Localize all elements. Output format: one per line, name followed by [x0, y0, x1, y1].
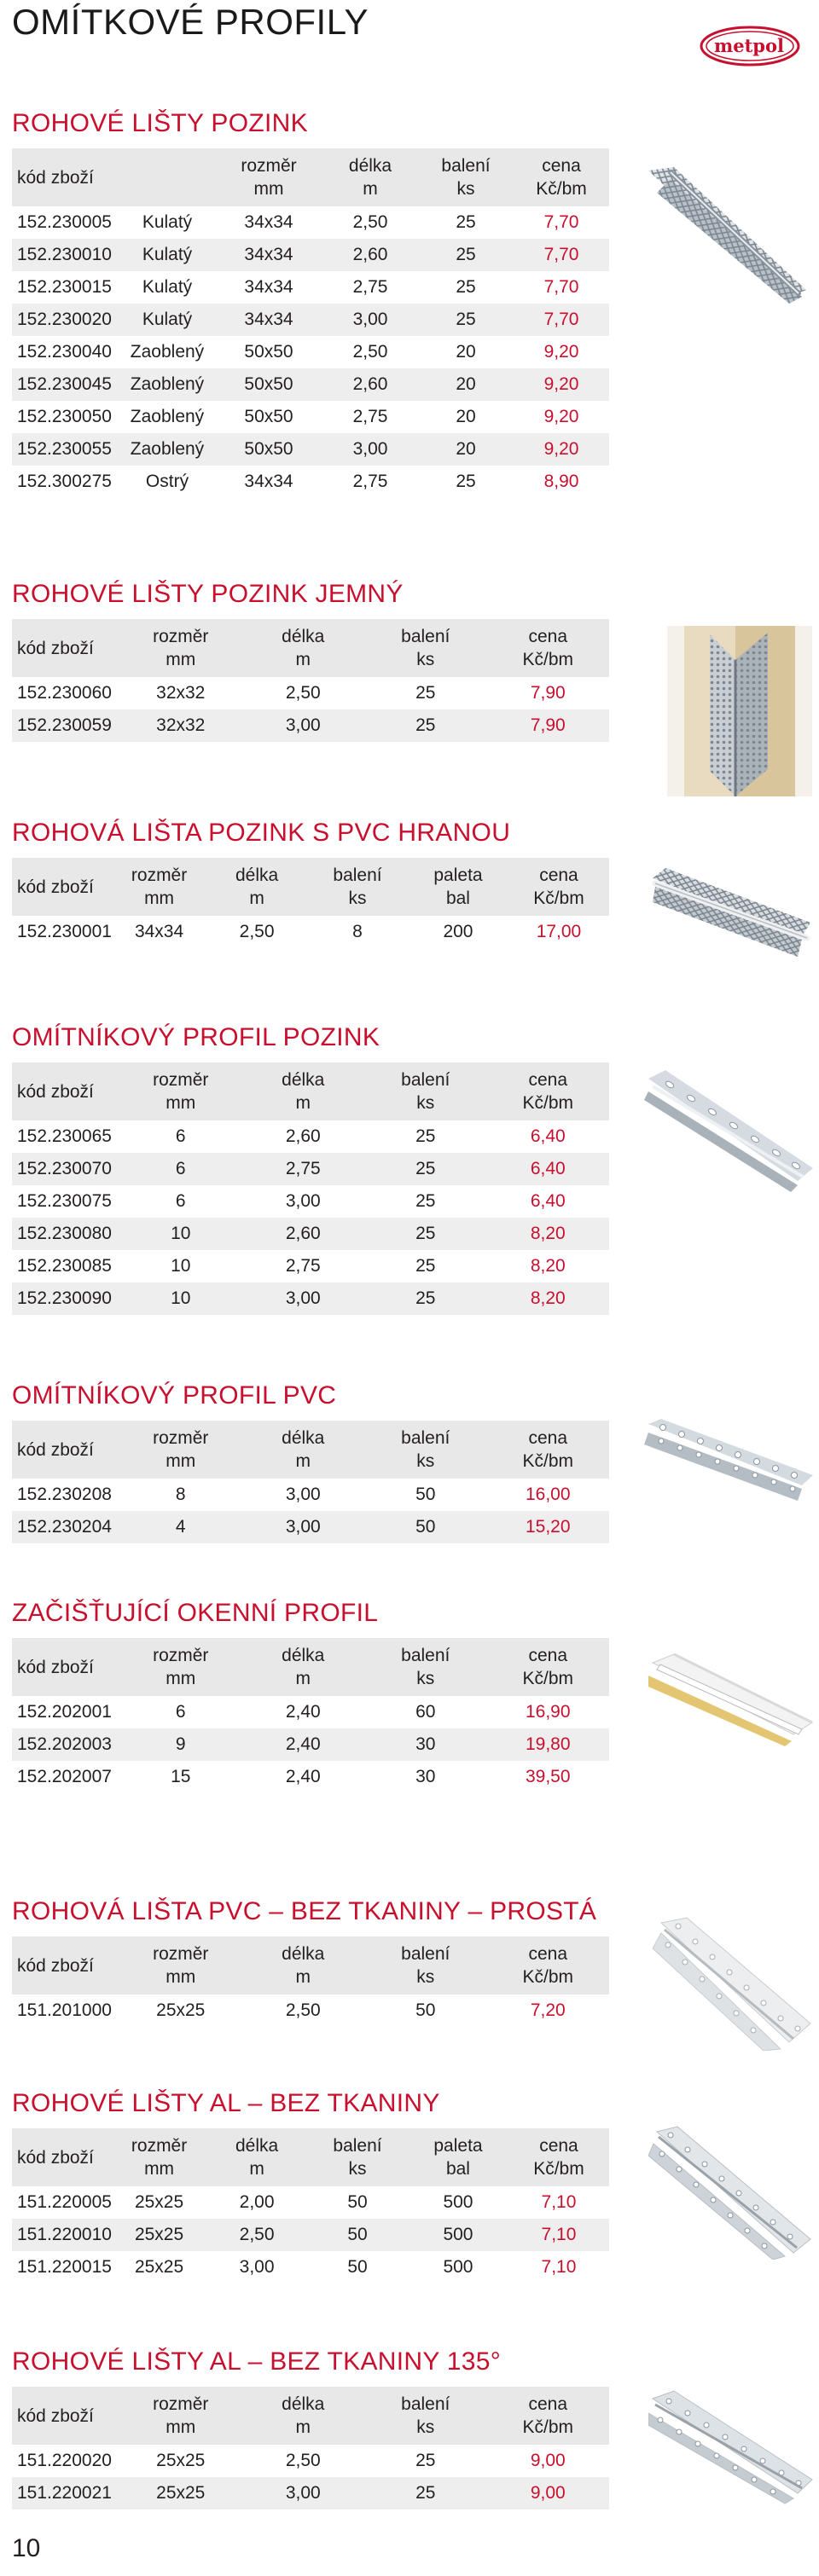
- column-header: paleta bal: [408, 2128, 508, 2186]
- table-cell: 25: [364, 709, 487, 742]
- column-header: kód zboží: [12, 1936, 119, 1994]
- product-image-pvc-corner-bead: [653, 1914, 815, 2051]
- column-header: rozměr mm: [112, 858, 206, 916]
- table-cell: 30: [364, 1728, 487, 1761]
- table-row: [12, 1728, 609, 1761]
- table-cell: 200: [443, 922, 473, 941]
- column-header: balení ks: [364, 1062, 487, 1120]
- section-title: ZAČIŠŤUJÍCÍ OKENNÍ PROFIL: [12, 1599, 379, 1627]
- table-cell: 2,75: [352, 407, 388, 426]
- price-cell: 6,40: [487, 1153, 610, 1185]
- table-cell: 10: [171, 1256, 191, 1276]
- table-row: [12, 271, 609, 304]
- price-cell: 9,20: [543, 342, 579, 362]
- table-cell: 9: [119, 1728, 242, 1761]
- logo-text: metpol: [714, 35, 784, 56]
- table-cell: 2,40: [285, 1767, 321, 1786]
- column-header: rozměr mm: [119, 2387, 242, 2445]
- product-image-plaster-profile-galvanized: [644, 1066, 815, 1194]
- product-code: 152.230050: [17, 407, 112, 426]
- table-cell: 3,00: [285, 1485, 321, 1504]
- table-cell: 60: [415, 1702, 436, 1722]
- price-cell: 7,70: [514, 239, 609, 271]
- table-row: [12, 1761, 609, 1793]
- price-table: [12, 148, 609, 498]
- price-cell: 6,40: [530, 1191, 566, 1211]
- price-cell: 9,20: [514, 433, 609, 466]
- table-header-row: [12, 148, 609, 206]
- table-cell: 2,75: [352, 472, 388, 491]
- table-cell: 25x25: [134, 2257, 184, 2277]
- table-cell: 34x34: [244, 472, 293, 491]
- section-title: OMÍTNÍKOVÝ PROFIL PVC: [12, 1381, 337, 1410]
- table-cell: 50x50: [244, 342, 293, 362]
- table-cell: 6: [175, 1702, 186, 1722]
- table-row: [12, 2477, 609, 2509]
- table-cell: 500: [408, 2219, 508, 2251]
- price-cell: 7,90: [530, 683, 566, 703]
- table-cell: 3,00: [285, 1191, 321, 1211]
- table-header-row: [12, 1421, 609, 1479]
- table-cell: 25: [415, 1256, 436, 1276]
- column-header: délka m: [242, 1936, 365, 1994]
- price-cell: 9,00: [530, 2451, 566, 2470]
- table-cell: 25: [415, 1126, 436, 1146]
- table-cell: 15: [171, 1767, 191, 1786]
- table-cell: 2,50: [239, 922, 275, 941]
- price-table: [12, 1421, 609, 1543]
- column-header: rozměr mm: [119, 1062, 242, 1120]
- column-header: balení ks: [364, 1421, 487, 1479]
- column-header: cena Kč/bm: [508, 858, 609, 916]
- price-table: [12, 1062, 609, 1315]
- section-title: ROHOVÉ LIŠTY AL – BEZ TKANINY: [12, 2089, 440, 2117]
- table-cell: 20: [418, 368, 514, 401]
- table-cell: 50: [307, 2219, 408, 2251]
- price-cell: 9,20: [514, 368, 609, 401]
- table-cell: 2,50: [352, 342, 388, 362]
- product-code: 152.230020: [12, 304, 119, 336]
- column-header: délka m: [242, 2387, 365, 2445]
- table-row: [12, 433, 609, 466]
- section-title: ROHOVÉ LIŠTY AL – BEZ TKANINY 135°: [12, 2347, 501, 2376]
- table-row: [12, 466, 609, 498]
- price-table: [12, 2128, 609, 2284]
- column-header: délka m: [242, 619, 365, 677]
- table-row: [12, 368, 609, 401]
- table-cell: 3,00: [242, 2477, 365, 2509]
- table-cell: Kulatý: [119, 239, 215, 271]
- table-cell: 2,60: [285, 1126, 321, 1146]
- metpol-logo: [700, 26, 800, 67]
- table-cell: 50x50: [215, 433, 322, 466]
- table-cell: 25: [456, 212, 476, 232]
- product-code: 152.230075: [17, 1191, 112, 1211]
- column-header: délka m: [242, 1421, 365, 1479]
- price-cell: 8,20: [487, 1218, 610, 1250]
- table-cell: 20: [456, 407, 476, 426]
- table-header-row: [12, 1638, 609, 1696]
- table-row: [12, 1696, 609, 1728]
- price-cell: 16,90: [525, 1702, 571, 1722]
- table-cell: 4: [119, 1511, 242, 1543]
- table-row: [12, 2186, 609, 2219]
- table-row: [12, 1250, 609, 1282]
- price-table: [12, 619, 609, 742]
- table-header-row: [12, 858, 609, 916]
- table-cell: 3,00: [239, 2257, 275, 2277]
- product-code: 152.230059: [12, 709, 119, 742]
- table-cell: Zaoblený: [119, 368, 215, 401]
- table-row: [12, 206, 609, 239]
- table-row: [12, 1218, 609, 1250]
- price-cell: 16,00: [525, 1485, 571, 1504]
- column-header: cena Kč/bm: [514, 148, 609, 206]
- table-cell: 25x25: [134, 2192, 184, 2212]
- column-header: balení ks: [364, 1936, 487, 1994]
- table-cell: 2,60: [242, 1218, 365, 1250]
- table-cell: 2,40: [242, 1728, 365, 1761]
- column-header: rozměr mm: [119, 1638, 242, 1696]
- price-cell: 7,10: [508, 2219, 609, 2251]
- column-header: rozměr mm: [215, 148, 322, 206]
- table-row: [12, 2445, 609, 2477]
- product-code: 152.202001: [17, 1702, 112, 1722]
- table-cell: 500: [443, 2257, 473, 2277]
- column-header: [119, 148, 215, 206]
- table-cell: 500: [443, 2192, 473, 2212]
- product-code: 152.230055: [12, 433, 119, 466]
- table-cell: 2,50: [285, 683, 321, 703]
- table-header-row: [12, 1936, 609, 1994]
- price-cell: 9,00: [487, 2477, 610, 2509]
- product-image-window-profile: [648, 1646, 815, 1748]
- table-cell: 3,00: [322, 304, 418, 336]
- table-row: [12, 304, 609, 336]
- table-row: [12, 1153, 609, 1185]
- product-code: 151.220010: [12, 2219, 112, 2251]
- table-cell: 50: [415, 2000, 436, 2020]
- product-code: 152.230045: [12, 368, 119, 401]
- table-cell: 50x50: [215, 368, 322, 401]
- column-header: cena Kč/bm: [487, 1936, 610, 1994]
- table-cell: 34x34: [215, 239, 322, 271]
- table-cell: 25: [418, 304, 514, 336]
- table-row: [12, 2251, 609, 2284]
- price-cell: 9,20: [543, 407, 579, 426]
- table-cell: Zaoblený: [119, 433, 215, 466]
- table-cell: 20: [418, 433, 514, 466]
- table-header-row: [12, 2387, 609, 2445]
- table-cell: 25: [364, 1153, 487, 1185]
- table-cell: Kulatý: [119, 304, 215, 336]
- table-cell: 25: [364, 2477, 487, 2509]
- table-cell: 34x34: [244, 277, 293, 297]
- table-cell: 25: [415, 2451, 436, 2470]
- product-code: 151.220005: [17, 2192, 112, 2212]
- table-cell: 30: [415, 1767, 436, 1786]
- table-cell: 6: [175, 1191, 186, 1211]
- product-code: 152.230070: [12, 1153, 119, 1185]
- table-cell: 2,60: [322, 368, 418, 401]
- table-cell: 2,75: [285, 1256, 321, 1276]
- table-cell: 6: [175, 1126, 186, 1146]
- column-header: balení ks: [307, 858, 408, 916]
- price-cell: 7,20: [530, 2000, 566, 2020]
- table-header-row: [12, 619, 609, 677]
- price-cell: 7,10: [541, 2192, 577, 2212]
- table-cell: 34x34: [215, 304, 322, 336]
- column-header: balení ks: [364, 619, 487, 677]
- column-header: balení ks: [364, 2387, 487, 2445]
- table-row: [12, 916, 609, 948]
- column-header: délka m: [322, 148, 418, 206]
- column-header: kód zboží: [12, 1638, 119, 1696]
- price-cell: 7,70: [543, 212, 579, 232]
- column-header: kód zboží: [12, 619, 119, 677]
- column-header: cena Kč/bm: [487, 619, 610, 677]
- column-header: kód zboží: [12, 148, 119, 206]
- table-cell: 3,00: [242, 1282, 365, 1315]
- table-cell: Ostrý: [145, 472, 189, 491]
- table-cell: 34x34: [134, 922, 184, 941]
- table-row: [12, 1511, 609, 1543]
- page-number: 10: [12, 2534, 41, 2562]
- page-title: OMÍTKOVÉ PROFILY: [12, 2, 369, 42]
- table-row: [12, 2219, 609, 2251]
- table-cell: 25x25: [156, 2451, 206, 2470]
- table-cell: 32x32: [156, 683, 206, 703]
- table-cell: 25x25: [119, 2477, 242, 2509]
- product-code: 152.230005: [17, 212, 112, 232]
- column-header: délka m: [206, 858, 307, 916]
- column-header: cena Kč/bm: [487, 1062, 610, 1120]
- price-table: [12, 1936, 609, 2027]
- table-cell: 10: [119, 1282, 242, 1315]
- table-cell: 2,00: [239, 2192, 275, 2212]
- table-cell: 50x50: [244, 407, 293, 426]
- table-cell: 6: [119, 1153, 242, 1185]
- price-cell: 7,70: [543, 277, 579, 297]
- table-header-row: [12, 2128, 609, 2186]
- product-code: 152.230010: [12, 239, 119, 271]
- table-cell: 2,75: [242, 1153, 365, 1185]
- table-row: [12, 1120, 609, 1153]
- product-code: 151.220021: [12, 2477, 119, 2509]
- product-code: 152.230001: [17, 922, 112, 941]
- product-code: 152.230040: [17, 342, 112, 362]
- table-header-row: [12, 1062, 609, 1120]
- table-cell: 2,50: [285, 2000, 321, 2020]
- price-cell: 7,90: [487, 709, 610, 742]
- product-image-al-corner-bead: [648, 2123, 815, 2260]
- table-cell: 25: [456, 277, 476, 297]
- table-cell: 50: [347, 2257, 368, 2277]
- table-cell: 10: [119, 1218, 242, 1250]
- column-header: cena Kč/bm: [487, 2387, 610, 2445]
- price-cell: 8,20: [530, 1256, 566, 1276]
- product-code: 152.230060: [17, 683, 112, 703]
- price-table: [12, 1638, 609, 1793]
- column-header: rozměr mm: [112, 2128, 206, 2186]
- product-code: 152.230204: [12, 1511, 119, 1543]
- column-header: kód zboží: [12, 2387, 119, 2445]
- table-cell: 8: [175, 1485, 186, 1504]
- product-code: 152.230090: [12, 1282, 119, 1315]
- table-cell: 2,40: [285, 1702, 321, 1722]
- product-code: 151.220020: [17, 2451, 112, 2470]
- price-cell: 15,20: [487, 1511, 610, 1543]
- price-cell: 6,40: [530, 1126, 566, 1146]
- section-title: ROHOVÁ LIŠTA POZINK S PVC HRANOU: [12, 819, 511, 847]
- table-cell: 25: [456, 472, 476, 491]
- column-header: cena Kč/bm: [487, 1421, 610, 1479]
- table-row: [12, 677, 609, 709]
- table-cell: 25: [415, 1191, 436, 1211]
- column-header: cena Kč/bm: [508, 2128, 609, 2186]
- table-cell: 25: [364, 1218, 487, 1250]
- product-code: 152.202007: [17, 1767, 112, 1786]
- price-cell: 39,50: [525, 1767, 571, 1786]
- table-cell: 34x34: [244, 212, 293, 232]
- table-row: [12, 1479, 609, 1511]
- table-row: [12, 336, 609, 368]
- product-code: 152.230015: [17, 277, 112, 297]
- table-cell: 25x25: [112, 2219, 206, 2251]
- column-header: balení ks: [307, 2128, 408, 2186]
- table-cell: 50: [415, 1485, 436, 1504]
- product-image-fine-corner-bead: [667, 626, 812, 796]
- table-cell: 2,60: [322, 239, 418, 271]
- table-row: [12, 1282, 609, 1315]
- product-image-plaster-profile-pvc: [644, 1415, 815, 1509]
- column-header: rozměr mm: [119, 1936, 242, 1994]
- product-code: 152.202003: [12, 1728, 119, 1761]
- product-code: 152.230065: [17, 1126, 112, 1146]
- price-cell: 19,80: [487, 1728, 610, 1761]
- product-code: 152.230085: [17, 1256, 112, 1276]
- column-header: cena Kč/bm: [487, 1638, 610, 1696]
- column-header: rozměr mm: [119, 619, 242, 677]
- column-header: kód zboží: [12, 2128, 112, 2186]
- product-code: 152.230080: [12, 1218, 119, 1250]
- price-cell: 17,00: [536, 922, 582, 941]
- table-cell: 25: [364, 1282, 487, 1315]
- table-cell: Zaoblený: [130, 342, 205, 362]
- table-cell: 25x25: [156, 2000, 206, 2020]
- table-cell: 25: [415, 683, 436, 703]
- column-header: kód zboží: [12, 1421, 119, 1479]
- table-cell: 3,00: [242, 709, 365, 742]
- table-cell: 8: [352, 922, 363, 941]
- column-header: délka m: [242, 1638, 365, 1696]
- table-row: [12, 1185, 609, 1218]
- column-header: délka m: [242, 1062, 365, 1120]
- price-cell: 8,20: [487, 1282, 610, 1315]
- product-image-al-corner-bead-135: [648, 2386, 815, 2505]
- table-cell: 25: [418, 239, 514, 271]
- column-header: balení ks: [418, 148, 514, 206]
- section-title: ROHOVÉ LIŠTY POZINK: [12, 109, 308, 137]
- column-header: balení ks: [364, 1638, 487, 1696]
- product-code: 152.230208: [17, 1485, 112, 1504]
- price-cell: 7,70: [514, 304, 609, 336]
- column-header: kód zboží: [12, 858, 112, 916]
- column-header: rozměr mm: [119, 1421, 242, 1479]
- table-cell: 2,50: [206, 2219, 307, 2251]
- section-title: OMÍTNÍKOVÝ PROFIL POZINK: [12, 1023, 380, 1051]
- table-cell: 2,75: [352, 277, 388, 297]
- table-cell: 50: [347, 2192, 368, 2212]
- column-header: délka m: [206, 2128, 307, 2186]
- price-cell: 7,10: [541, 2257, 577, 2277]
- column-header: kód zboží: [12, 1062, 119, 1120]
- section-title: ROHOVÁ LIŠTA PVC – BEZ TKANINY – PROSTÁ: [12, 1897, 597, 1925]
- product-image-corner-bead-mesh: [640, 162, 810, 307]
- product-code: 152.300275: [17, 472, 112, 491]
- price-cell: 8,90: [543, 472, 579, 491]
- table-cell: 3,00: [322, 433, 418, 466]
- table-cell: 20: [456, 342, 476, 362]
- table-cell: 32x32: [119, 709, 242, 742]
- table-cell: 2,50: [352, 212, 388, 232]
- table-cell: 50: [364, 1511, 487, 1543]
- price-table: [12, 2387, 609, 2509]
- product-code: 151.220015: [17, 2257, 112, 2277]
- table-row: [12, 401, 609, 433]
- table-cell: 3,00: [242, 1511, 365, 1543]
- table-cell: 2,50: [285, 2451, 321, 2470]
- product-image-corner-bead-pvc-edge: [648, 861, 815, 972]
- column-header: paleta bal: [408, 858, 508, 916]
- price-table: [12, 858, 609, 948]
- table-row: [12, 239, 609, 271]
- table-cell: Kulatý: [142, 277, 193, 297]
- product-code: 151.201000: [17, 2000, 112, 2020]
- table-row: [12, 1994, 609, 2027]
- table-row: [12, 709, 609, 742]
- section-title: ROHOVÉ LIŠTY POZINK JEMNÝ: [12, 580, 404, 608]
- table-cell: Zaoblený: [130, 407, 205, 426]
- table-cell: Kulatý: [142, 212, 193, 232]
